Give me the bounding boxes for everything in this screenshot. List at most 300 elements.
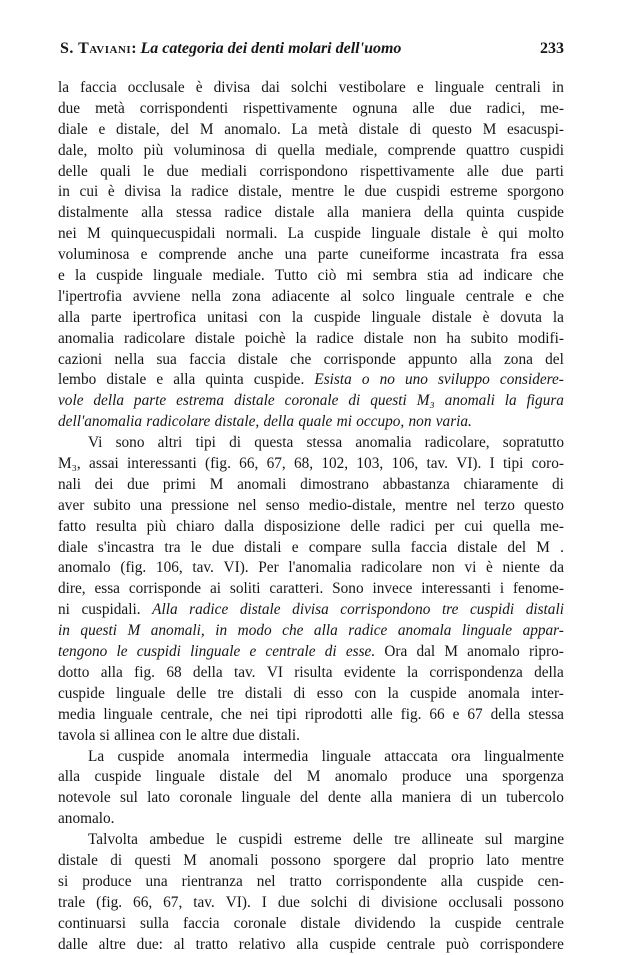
word: diale — [58, 538, 88, 556]
word: centrali — [495, 79, 541, 96]
word: due — [127, 475, 150, 493]
word: distale — [431, 308, 472, 326]
word: sul — [119, 789, 138, 807]
word: anomalo — [467, 643, 520, 661]
word: sua — [156, 350, 177, 368]
word: centrale, — [160, 705, 213, 723]
word: delle — [352, 831, 383, 849]
word: l'anomalia — [288, 559, 352, 577]
word: chiaramente — [463, 475, 539, 493]
word: corrisponde — [323, 350, 396, 368]
word: alle — [370, 705, 393, 723]
word: M₃ — [416, 392, 435, 410]
word: linguale — [461, 622, 513, 640]
word: quattro — [466, 141, 510, 159]
word: e — [140, 246, 148, 264]
word: interessanti — [421, 580, 491, 598]
word: altri — [157, 434, 183, 452]
word: caratteri. — [269, 580, 324, 598]
word: tratto — [289, 872, 322, 890]
word: corrispondenti — [139, 99, 229, 117]
word: unitasi — [207, 308, 248, 326]
word: una — [139, 496, 162, 514]
word: 67, — [266, 455, 286, 473]
word: trale — [58, 893, 86, 911]
word: del — [273, 768, 293, 786]
word: stessa — [306, 434, 343, 452]
word: essa — [538, 246, 564, 264]
word: anomala — [467, 684, 520, 702]
word: radice — [348, 622, 388, 640]
word: alla — [327, 204, 350, 222]
word: due — [232, 726, 255, 744]
word: tipi — [276, 705, 297, 723]
word: che — [542, 287, 564, 305]
word: al — [340, 287, 352, 305]
word: lato — [147, 789, 171, 807]
text-line — [58, 914, 564, 935]
word: ripro- — [529, 643, 564, 661]
word: in — [58, 622, 70, 640]
word: linguale — [190, 643, 241, 661]
word: zona — [504, 350, 533, 368]
word: centrale — [265, 643, 316, 661]
word: esse. — [345, 643, 376, 661]
word: distale — [430, 225, 471, 243]
word: cuspidali. — [81, 601, 141, 619]
word: delle — [350, 517, 381, 535]
word: ad — [458, 267, 474, 285]
word: corrispondere — [479, 935, 564, 953]
word: quinta — [205, 371, 244, 389]
word: più — [143, 141, 164, 159]
word: della — [490, 705, 521, 723]
word: cuspide — [117, 747, 165, 765]
word: tratto — [195, 935, 228, 953]
word: uno — [404, 371, 428, 389]
word: 67, — [163, 893, 183, 911]
word: invece — [372, 580, 413, 598]
word: rientranza — [181, 872, 243, 890]
word: (fig. — [96, 893, 123, 911]
word: due — [501, 162, 524, 180]
text-line — [58, 830, 564, 851]
word: alle — [412, 99, 435, 117]
word: questo — [523, 496, 564, 514]
word: linguale — [371, 225, 421, 243]
word: le — [343, 183, 355, 201]
word: al — [173, 935, 185, 953]
word: Ora — [384, 643, 408, 661]
word: esacuspi- — [507, 120, 564, 138]
word: linguale — [155, 768, 205, 786]
word: quali — [100, 162, 131, 180]
text-line — [58, 245, 564, 266]
word: estreme — [450, 183, 498, 201]
text-line — [58, 663, 564, 684]
word: zona — [231, 287, 261, 305]
word: in — [215, 622, 228, 640]
word: cuneiforme — [359, 246, 430, 264]
word: parte — [133, 392, 167, 410]
word: M — [183, 851, 197, 869]
word: quella — [277, 141, 315, 159]
word: cuspide — [329, 935, 376, 953]
word: lembo — [58, 371, 97, 389]
word: per — [434, 517, 455, 535]
word: dente — [327, 789, 362, 807]
word: dal — [397, 851, 417, 869]
word: produce — [82, 872, 132, 890]
word: subito — [470, 329, 509, 347]
word: radicolare — [123, 329, 186, 347]
word: centrale — [386, 935, 436, 953]
word: faccia — [80, 79, 117, 96]
word: ognuna — [352, 99, 398, 117]
word: VI). — [223, 559, 249, 577]
word: non — [408, 413, 432, 431]
word: 67 — [467, 705, 483, 723]
word: appar- — [522, 622, 564, 640]
word: cuspidi — [396, 183, 441, 201]
word: s'incastra — [97, 538, 155, 556]
word: VI). — [225, 893, 251, 911]
word: dei — [94, 475, 114, 493]
word: radicolare — [361, 559, 423, 577]
word: comprende — [158, 246, 227, 264]
word: dalla — [224, 517, 255, 535]
word: resulta — [95, 517, 137, 535]
text-line — [58, 705, 564, 726]
word: linguale — [115, 684, 166, 702]
word: del — [507, 538, 527, 556]
word: linguale — [241, 789, 291, 807]
word: distale — [363, 329, 404, 347]
word: subito — [93, 496, 131, 514]
word: e — [156, 371, 164, 389]
word: occlusale — [127, 79, 185, 96]
text-line — [58, 391, 564, 412]
word: coronale — [233, 914, 287, 932]
word: la — [552, 308, 564, 326]
word: abbastanza — [382, 475, 450, 493]
word: dovuta — [500, 308, 542, 326]
text-line — [58, 809, 564, 830]
word: linguale — [153, 267, 203, 285]
word: estreme — [294, 831, 342, 849]
text-line — [58, 99, 564, 120]
word: due — [277, 893, 300, 911]
word: distale — [106, 371, 147, 389]
header-separator: : — [131, 40, 141, 57]
word: maniera — [361, 204, 412, 222]
word: M₃, — [58, 455, 81, 473]
word: allinea — [114, 726, 155, 744]
word: con — [159, 726, 182, 744]
word: varia. — [435, 413, 472, 431]
word: tubercolo — [506, 789, 564, 807]
word: senso — [265, 496, 300, 514]
word: allineate — [421, 831, 474, 849]
word: due: — [136, 935, 163, 953]
word: tav. — [193, 893, 215, 911]
word: è — [482, 308, 490, 326]
word: anomalo — [334, 768, 388, 786]
text-line — [58, 370, 564, 391]
word: di — [324, 643, 337, 661]
word: vi — [464, 559, 477, 577]
text-line — [58, 872, 564, 893]
word: è — [195, 79, 203, 96]
word: corrisponde — [128, 580, 202, 598]
word: solco — [362, 287, 395, 305]
word: considere- — [499, 371, 564, 389]
word: alla — [100, 663, 123, 681]
word: linguale — [405, 287, 455, 305]
word: 68, — [293, 455, 314, 473]
word: nella — [191, 287, 222, 305]
word: M — [482, 120, 497, 138]
text-line — [58, 851, 564, 872]
word: è — [481, 225, 488, 243]
word: e — [58, 267, 65, 285]
word: possono — [513, 893, 564, 911]
word: e — [249, 643, 257, 661]
text-line — [58, 454, 564, 475]
word: rispettivamente — [243, 99, 338, 117]
word: in — [552, 79, 564, 96]
text-line — [58, 726, 564, 747]
word: tre — [441, 601, 459, 619]
word: un — [481, 789, 497, 807]
word: anomalo. — [58, 810, 115, 828]
word: 66, — [239, 455, 259, 473]
word: aver — [58, 496, 85, 514]
word: questo — [432, 120, 472, 138]
word: stessa — [176, 204, 212, 222]
word: essa — [94, 580, 120, 598]
word: quinquecuspidali — [111, 225, 216, 243]
word: Per — [258, 559, 279, 577]
word: radice — [191, 183, 229, 201]
word: che — [542, 267, 564, 285]
word: anomali — [444, 392, 495, 410]
word: distale, — [214, 413, 260, 431]
word: ipertrofica — [132, 308, 197, 326]
word: relativo — [238, 935, 286, 953]
word: nei — [249, 705, 269, 723]
word: attaccata — [384, 747, 438, 765]
word: della — [263, 413, 295, 431]
word: altre — [98, 935, 126, 953]
word: mentre — [521, 851, 564, 869]
word: distale, — [115, 120, 160, 138]
word: alla — [440, 872, 463, 890]
word: incastrata — [440, 246, 500, 264]
word: pressione — [171, 496, 229, 514]
word: sporgere — [333, 851, 386, 869]
word: assai — [89, 455, 119, 473]
header-article-title: La categoria dei denti molari dell'uomo — [140, 40, 402, 57]
word: mi — [346, 267, 363, 285]
word: in — [58, 183, 70, 201]
text-line — [58, 120, 564, 141]
word: la — [170, 183, 182, 201]
word: esso — [316, 684, 344, 702]
word: dell'anomalia — [58, 413, 142, 431]
word: del — [299, 789, 319, 807]
word: distale — [300, 914, 341, 932]
word: diale — [58, 120, 88, 138]
word: vestibolare — [338, 79, 406, 96]
word: da — [549, 559, 564, 577]
word: e — [291, 538, 299, 556]
word: distalmente — [58, 204, 129, 222]
word: tengono — [58, 643, 108, 661]
word: con — [258, 308, 281, 326]
word: una — [145, 872, 168, 890]
word: solchi — [291, 79, 328, 96]
header-author: S. Taviani — [60, 40, 132, 57]
word: cen- — [537, 872, 564, 890]
word: di — [409, 120, 422, 138]
word: divisione — [381, 893, 438, 911]
word: faccia — [183, 914, 220, 932]
word: della — [534, 663, 564, 681]
word: che — [282, 622, 304, 640]
word: distale — [195, 329, 235, 347]
word: mediale. — [212, 267, 265, 285]
word: cazioni — [58, 350, 103, 368]
word: 103, — [356, 455, 384, 473]
text-line — [58, 684, 564, 705]
word: ora — [451, 747, 471, 765]
word: anomali — [237, 475, 287, 493]
word: alla — [58, 768, 81, 786]
word: non — [413, 329, 437, 347]
word: due — [449, 99, 472, 117]
text-line — [58, 224, 564, 245]
page-number: 233 — [540, 40, 564, 57]
word: stia — [427, 267, 449, 285]
word: radicolare, — [424, 434, 490, 452]
word: lingualmente — [484, 747, 564, 765]
word: dimostrano — [300, 475, 369, 493]
word: cuspidi — [238, 831, 283, 849]
word: anomala — [177, 747, 230, 765]
word: cui — [464, 517, 483, 535]
word: M — [536, 538, 550, 556]
word: appunto — [408, 350, 458, 368]
word: riprodotti — [304, 705, 363, 723]
word: linguale — [371, 308, 421, 326]
word: compare — [308, 538, 362, 556]
word: estrema — [176, 392, 225, 410]
word: con — [354, 684, 377, 702]
word: alla — [370, 789, 393, 807]
word: intermedia — [242, 747, 309, 765]
word: sopratutto — [502, 434, 564, 452]
word: dale, — [58, 141, 88, 159]
word: faccia — [410, 538, 448, 556]
word: la — [406, 663, 419, 681]
text-line — [58, 558, 564, 579]
word: (fig. — [120, 559, 147, 577]
word: delle — [58, 162, 88, 180]
text-line — [58, 329, 564, 350]
word: cuspide — [96, 267, 143, 285]
word: produce — [402, 768, 452, 786]
word: l'ipertrofia — [58, 287, 122, 305]
word: alla — [313, 622, 338, 640]
word: terzo — [484, 496, 515, 514]
word: distali. — [258, 726, 300, 744]
word: 106, — [391, 455, 419, 473]
word: M — [87, 225, 101, 243]
word: rispettivamente — [360, 162, 455, 180]
word: media — [58, 705, 96, 723]
word: distale — [358, 120, 399, 138]
word: fatto — [58, 517, 87, 535]
word: chiaro — [176, 517, 215, 535]
word: la — [387, 684, 399, 702]
word: VI — [266, 663, 283, 681]
word: 68 — [166, 663, 182, 681]
word: può — [446, 935, 469, 953]
word: distali — [244, 538, 282, 556]
word: solchi — [310, 893, 348, 911]
word: indicare — [483, 267, 533, 285]
word: di — [460, 789, 473, 807]
word: risulta — [294, 663, 333, 681]
word: linguale — [103, 705, 153, 723]
word: 66, — [133, 893, 153, 911]
word: linguale — [434, 79, 484, 96]
word: ai — [209, 580, 221, 598]
word: di — [358, 893, 371, 911]
text-line — [58, 308, 564, 329]
word: della — [93, 392, 124, 410]
word: distale — [274, 204, 315, 222]
word: e — [416, 79, 424, 96]
word: I — [261, 893, 267, 911]
word: coro- — [531, 455, 564, 473]
word: alla — [173, 371, 196, 389]
word: cuspide — [476, 872, 524, 890]
word: . — [560, 538, 564, 556]
word: sul — [484, 831, 503, 849]
running-header — [60, 40, 564, 58]
word: distale — [237, 350, 278, 368]
word: stessa — [528, 705, 564, 723]
word: alle — [466, 162, 489, 180]
word: metà — [318, 120, 349, 138]
word: di — [110, 851, 123, 869]
word: poichè — [244, 329, 286, 347]
word: tipi — [195, 434, 216, 452]
word: margine — [514, 831, 564, 849]
word: radice — [224, 204, 262, 222]
word: anomali, — [150, 622, 205, 640]
text-line — [58, 78, 564, 99]
word: di — [293, 684, 306, 702]
word: M — [199, 120, 214, 138]
word: La — [291, 120, 308, 138]
word: soliti — [229, 580, 261, 598]
word: Tutto — [274, 267, 308, 285]
word: figura — [526, 392, 564, 410]
word: anomala — [397, 622, 452, 640]
